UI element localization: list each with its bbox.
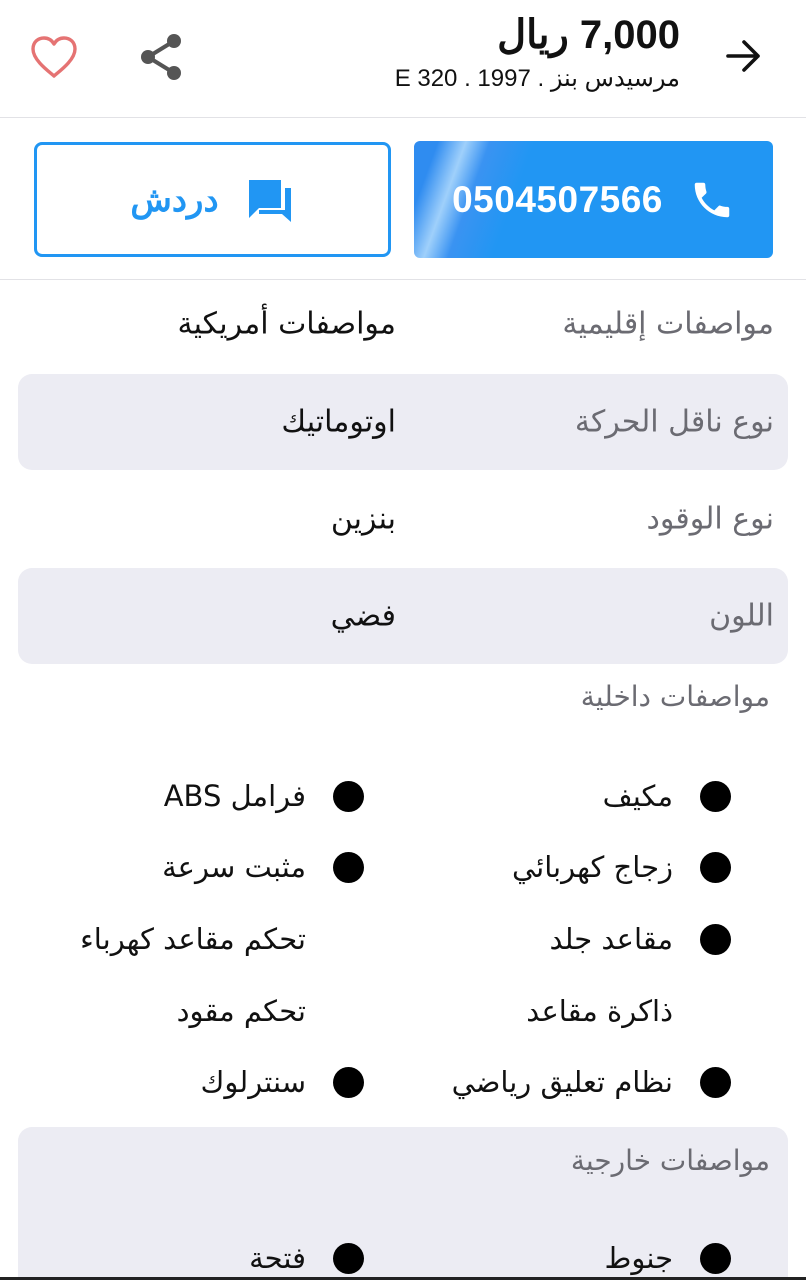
back-button[interactable] — [718, 30, 770, 82]
feature-label: مثبت سرعة — [162, 850, 306, 884]
feature-item — [44, 776, 364, 816]
feature-item — [411, 1238, 731, 1278]
feature-item — [411, 991, 731, 1031]
spec-value: مواصفات أمريكية — [177, 306, 396, 342]
feature-item — [411, 776, 731, 816]
interior-section-title: مواصفات داخلية — [580, 680, 770, 713]
spec-label: نوع ناقل الحركة — [574, 404, 774, 440]
bullet-dot-icon — [333, 781, 364, 812]
call-button[interactable] — [414, 141, 773, 258]
bullet-dot-icon — [700, 1067, 731, 1098]
favorite-button[interactable] — [26, 30, 82, 84]
share-button[interactable] — [134, 30, 188, 84]
feature-label: مكيف — [602, 779, 673, 813]
spec-label: مواصفات إقليمية — [562, 306, 774, 342]
bullet-dot-icon — [700, 852, 731, 883]
feature-item — [411, 847, 731, 887]
feature-label: جنوط — [604, 1241, 673, 1275]
bullet-dot-icon — [333, 852, 364, 883]
top-bar — [0, 0, 806, 118]
feature-item — [44, 1238, 364, 1278]
spec-label: اللون — [709, 598, 774, 634]
feature-label: فتحة — [249, 1241, 306, 1275]
spec-row-regional — [18, 276, 788, 372]
listing-subtitle: مرسيدس بنز . 1997 . E 320 — [394, 65, 680, 92]
feature-label: فرامل ABS — [163, 779, 306, 813]
feature-item — [44, 919, 364, 959]
feature-label: سنترلوك — [200, 1065, 306, 1099]
bullet-dot-icon — [700, 781, 731, 812]
bullet-dot-icon — [700, 1243, 731, 1274]
spec-value: فضي — [330, 598, 396, 634]
arrow-right-icon — [724, 36, 764, 76]
chat-button-label: دردش — [130, 180, 219, 219]
feature-item — [411, 1062, 731, 1102]
spec-value: بنزين — [330, 501, 396, 537]
exterior-section-title: مواصفات خارجية — [570, 1144, 770, 1177]
chat-bubble-icon — [245, 176, 295, 224]
feature-item — [411, 919, 731, 959]
spec-label: نوع الوقود — [646, 501, 774, 537]
feature-label: زجاج كهربائي — [511, 850, 673, 884]
bullet-dot-icon — [333, 1243, 364, 1274]
feature-label: ذاكرة مقاعد — [526, 994, 673, 1028]
feature-label: نظام تعليق رياضي — [451, 1065, 673, 1099]
contact-actions — [0, 118, 806, 280]
call-button-number: 0504507566 — [452, 178, 663, 220]
spec-value: اوتوماتيك — [281, 404, 396, 440]
feature-item — [44, 991, 364, 1031]
bullet-dot-icon — [700, 924, 731, 955]
spec-row-color — [18, 568, 788, 664]
spec-row-transmission — [18, 374, 788, 470]
feature-label: مقاعد جلد — [549, 922, 673, 956]
feature-label: تحكم مقاعد كهرباء — [80, 922, 306, 956]
bullet-dot-icon — [333, 1067, 364, 1098]
spec-row-fuel — [18, 471, 788, 567]
feature-item — [44, 847, 364, 887]
heart-outline-icon — [29, 34, 79, 80]
chat-button[interactable] — [34, 142, 391, 257]
feature-label: تحكم مقود — [176, 994, 306, 1028]
phone-icon — [689, 177, 735, 223]
share-icon — [138, 32, 184, 82]
feature-item — [44, 1062, 364, 1102]
listing-price: 7,000 ريال — [497, 13, 680, 57]
